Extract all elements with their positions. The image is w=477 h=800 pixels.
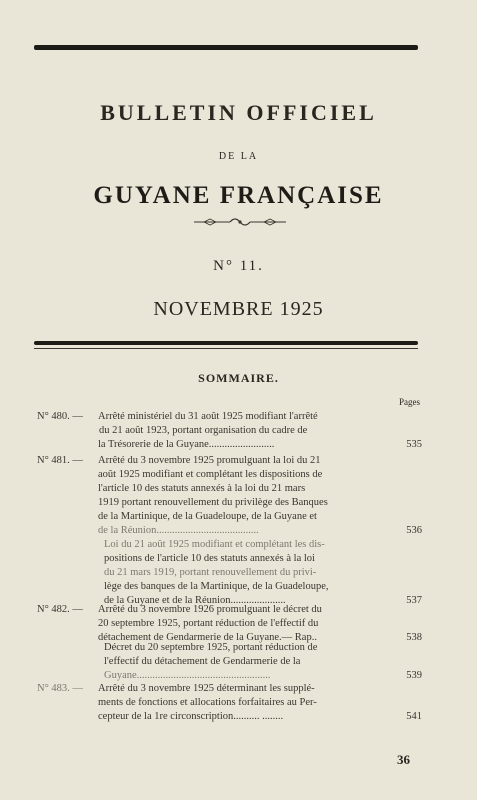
- entry-line: Arrêté du 3 novembre 1925 déterminant les supplé-: [98, 683, 315, 694]
- entry-line: de la Guyane et de la Réunion..................... 537: [104, 595, 422, 606]
- entry-line: 20 septembre 1925, portant réduction de l'effectif du: [98, 618, 319, 629]
- entry-page: 539: [406, 670, 422, 681]
- entry-line: l'effectif du détachement de Gendarmerie de la: [104, 656, 301, 667]
- entry-line: de la Martinique, de la Guadeloupe, de la Guyane et: [98, 511, 317, 522]
- entry-line: l'article 10 des statuts annexés à la loi du 21 mars: [98, 483, 306, 494]
- entry-line: Arrêté du 3 novembre 1926 promulguant le décret du: [98, 604, 322, 615]
- sommaire-heading: SOMMAIRE.: [198, 371, 279, 385]
- entry-line: détachement de Gendarmerie de la Guyane.— Rap.. 538: [98, 632, 422, 643]
- entry-line: 1919 portant renouvellement du privilège des Banques: [98, 497, 328, 508]
- entry-line: positions de l'article 10 des statuts annexés à la loi: [104, 553, 315, 564]
- territory-title: GUYANE FRANÇAISE: [93, 182, 384, 209]
- entry-number: N° 480. —: [37, 411, 83, 422]
- entry-line: Guyane................................................... 539: [104, 670, 422, 681]
- issue-number: N° 11.: [213, 258, 264, 274]
- entry-line: de la Réunion....................................... 536: [98, 525, 422, 536]
- entry-page: 541: [406, 711, 422, 722]
- entry-line: Arrêté ministériel du 31 août 1925 modifiant l'arrêté: [98, 411, 318, 422]
- de-la-label: DE LA: [218, 151, 259, 162]
- entry-line: du 21 août 1923, portant organisation du cadre de: [99, 425, 308, 436]
- entry-line: Loi du 21 août 1925 modifiant et complétant les dis-: [104, 539, 325, 550]
- pages-label: Pages: [399, 397, 420, 407]
- bulletin-title: BULLETIN OFFICIEL: [100, 100, 377, 125]
- entry-page: 536: [406, 525, 422, 536]
- entry-line: lège des banques de la Martinique, de la Guadeloupe,: [104, 581, 329, 592]
- ornament-divider: [190, 214, 290, 230]
- entry-number: N° 482. —: [37, 604, 83, 615]
- entry-number: N° 481. —: [37, 455, 83, 466]
- entry-line: Arrêté du 3 novembre 1925 promulguant la loi du 21: [98, 455, 321, 466]
- entry-line: août 1925 modifiant et complétant les dispositions de: [98, 469, 323, 480]
- entry-line: la Trésorerie de la Guyane......................... 535: [98, 439, 422, 450]
- entry-line: du 21 mars 1919, portant renouvellement du privi-: [104, 567, 317, 578]
- entry-number: N° 483. —: [37, 683, 83, 694]
- entry-page: 538: [406, 632, 422, 643]
- entry-page: 535: [406, 439, 422, 450]
- page-number: 36: [397, 752, 410, 767]
- issue-date: NOVEMBRE 1925: [153, 298, 324, 320]
- top-rule: [34, 45, 418, 50]
- entry-line: cepteur de la 1re circonscription.......... ........ 541: [98, 711, 422, 722]
- entry-line: ments de fonctions et allocations forfaitaires au Per-: [98, 697, 317, 708]
- middle-rule-thick: [34, 341, 418, 345]
- entry-page: 537: [406, 595, 422, 606]
- middle-rule-thin: [34, 348, 418, 349]
- entry-line: Décret du 20 septembre 1925, portant réduction de: [104, 642, 318, 653]
